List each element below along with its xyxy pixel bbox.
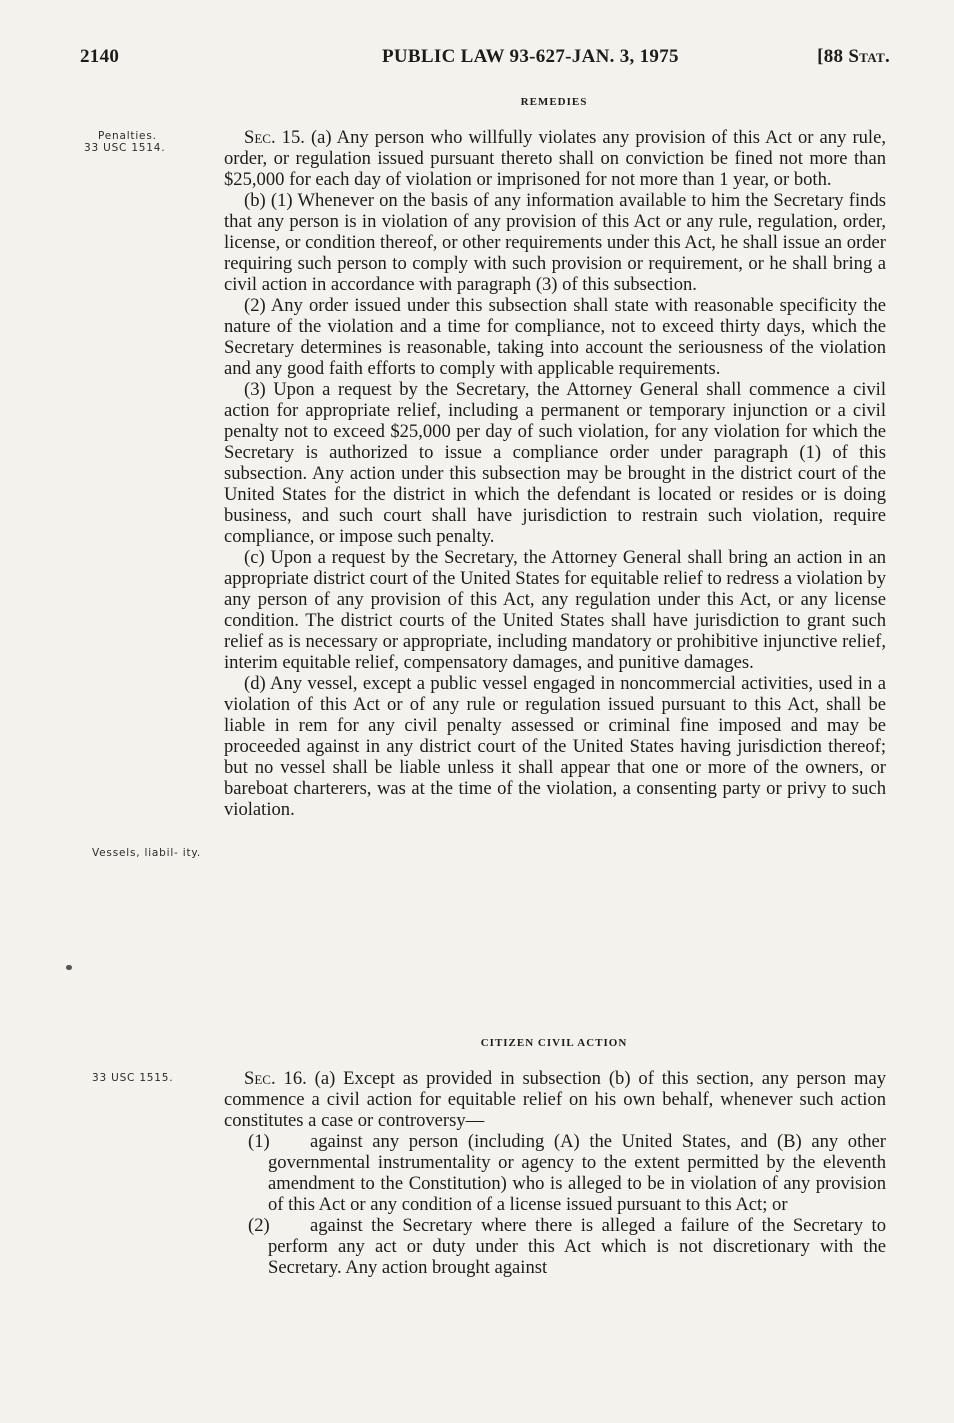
margin-note-penalties-citation: 33 USC 1514.	[84, 142, 166, 154]
section-15-b2: (2) Any order issued under this subsection shall state with reasonable specificity the nature of the violation and a time for compliance, not to exceed thirty days, which the Secretary determines is reasonable, taking into account the seriousness of the violation and any good faith efforts to comply with applicable requirements.	[224, 295, 886, 379]
item-label: (2)	[248, 1215, 270, 1236]
section-15-c: (c) Upon a request by the Secretary, the Attorney General shall bring an action in an appropriate district court of the United States for equitable relief to redress a violation by any person of any provision of this Act, any regulation under this Act, or any license condition. The district courts of the United States shall have jurisdiction to grant such relief as is necessary or appropriate, including mandatory or prohibitive injunctive relief, interim equitable relief, compensatory damages, and punitive damages.	[224, 547, 886, 673]
running-header	[80, 46, 890, 76]
section-15-a-text: 15. (a) Any person who willfully violates any provision of this Act or any rule, order, or regulation issued pursuant thereto shall on conviction be fined not more than $25,000 for each day of violation or imprisoned for not more than 1 year, or both.	[224, 127, 886, 190]
section-15-a	[224, 127, 886, 190]
section-label: Sec.	[244, 127, 276, 148]
ink-smudge	[66, 965, 72, 970]
margin-note-vessels: Vessels, liabil- ity.	[92, 847, 202, 859]
margin-note-penalties-title: Penalties.	[98, 130, 157, 142]
law-title: PUBLIC LAW 93-627-JAN. 3, 1975	[382, 46, 679, 67]
section-16-a	[224, 1068, 886, 1131]
section-16-a-text: 16. (a) Except as provided in subsection (b) of this section, any person may commence a civil action for equitable relief on his own behalf, whenever such action constitutes a case or controversy—	[224, 1068, 886, 1131]
page-number: 2140	[80, 46, 120, 67]
section-label: Sec.	[244, 1068, 276, 1089]
section-16-a-1-text: against any person (including (A) the United States, and (B) any other governmental instrumentality or agency to the extent permitted by the eleventh amendment to the Constitution) who is alleged to be in violation of any provision of this Act or any condition of a license issued pursuant to this Act; or	[268, 1131, 886, 1215]
section-16-a-2	[224, 1215, 886, 1278]
margin-note-citizen-citation: 33 USC 1515.	[92, 1072, 174, 1084]
section-15-b1: (b) (1) Whenever on the basis of any information available to him the Secretary finds that any person is in violation of any provision of this Act or any rule, regulation, order, license, or condition thereof, or other requirements under this Act, he shall issue an order requiring such person to comply with such provision or requirement, or he shall bring a civil action in accordance with paragraph (3) of this subsection.	[224, 190, 886, 295]
section-16-body	[224, 1068, 886, 1278]
section-15-body	[224, 127, 886, 820]
remedies-heading: REMEDIES	[520, 96, 588, 108]
section-16-a-1	[224, 1131, 886, 1215]
section-15-b3: (3) Upon a request by the Secretary, the Attorney General shall commence a civil action for appropriate relief, including a permanent or temporary injunction or a civil penalty not to exceed $25,000 per day of such violation, for any violation for which the Secretary is authorized to issue a compliance order under paragraph (1) of this subsection. Any action under this subsection may be brought in the district court of the United States for the district in which the defendant is located or resides or is doing business, and such court shall have jurisdiction to restrain such violation, require compliance, or impose such penalty.	[224, 379, 886, 547]
citizen-civil-action-heading: CITIZEN CIVIL ACTION	[480, 1037, 628, 1049]
statute-volume: [88 Stat.	[817, 46, 890, 67]
section-16-a-2-text: against the Secretary where there is alleged a failure of the Secretary to perform any act or duty under this Act which is not discretionary with the Secretary. Any action brought against	[268, 1215, 886, 1278]
section-15-d: (d) Any vessel, except a public vessel engaged in noncommercial activities, used in a violation of this Act or of any rule or regulation issued pursuant to this Act, shall be liable in rem for any civil penalty assessed or criminal fine imposed and may be proceeded against in any district court of the United States having jurisdiction thereof; but no vessel shall be liable unless it shall appear that one or more of the owners, or bareboat charterers, was at the time of the violation, a consenting party or privy to such violation.	[224, 673, 886, 820]
item-label: (1)	[248, 1131, 270, 1152]
margin-note-penalties	[84, 130, 218, 154]
